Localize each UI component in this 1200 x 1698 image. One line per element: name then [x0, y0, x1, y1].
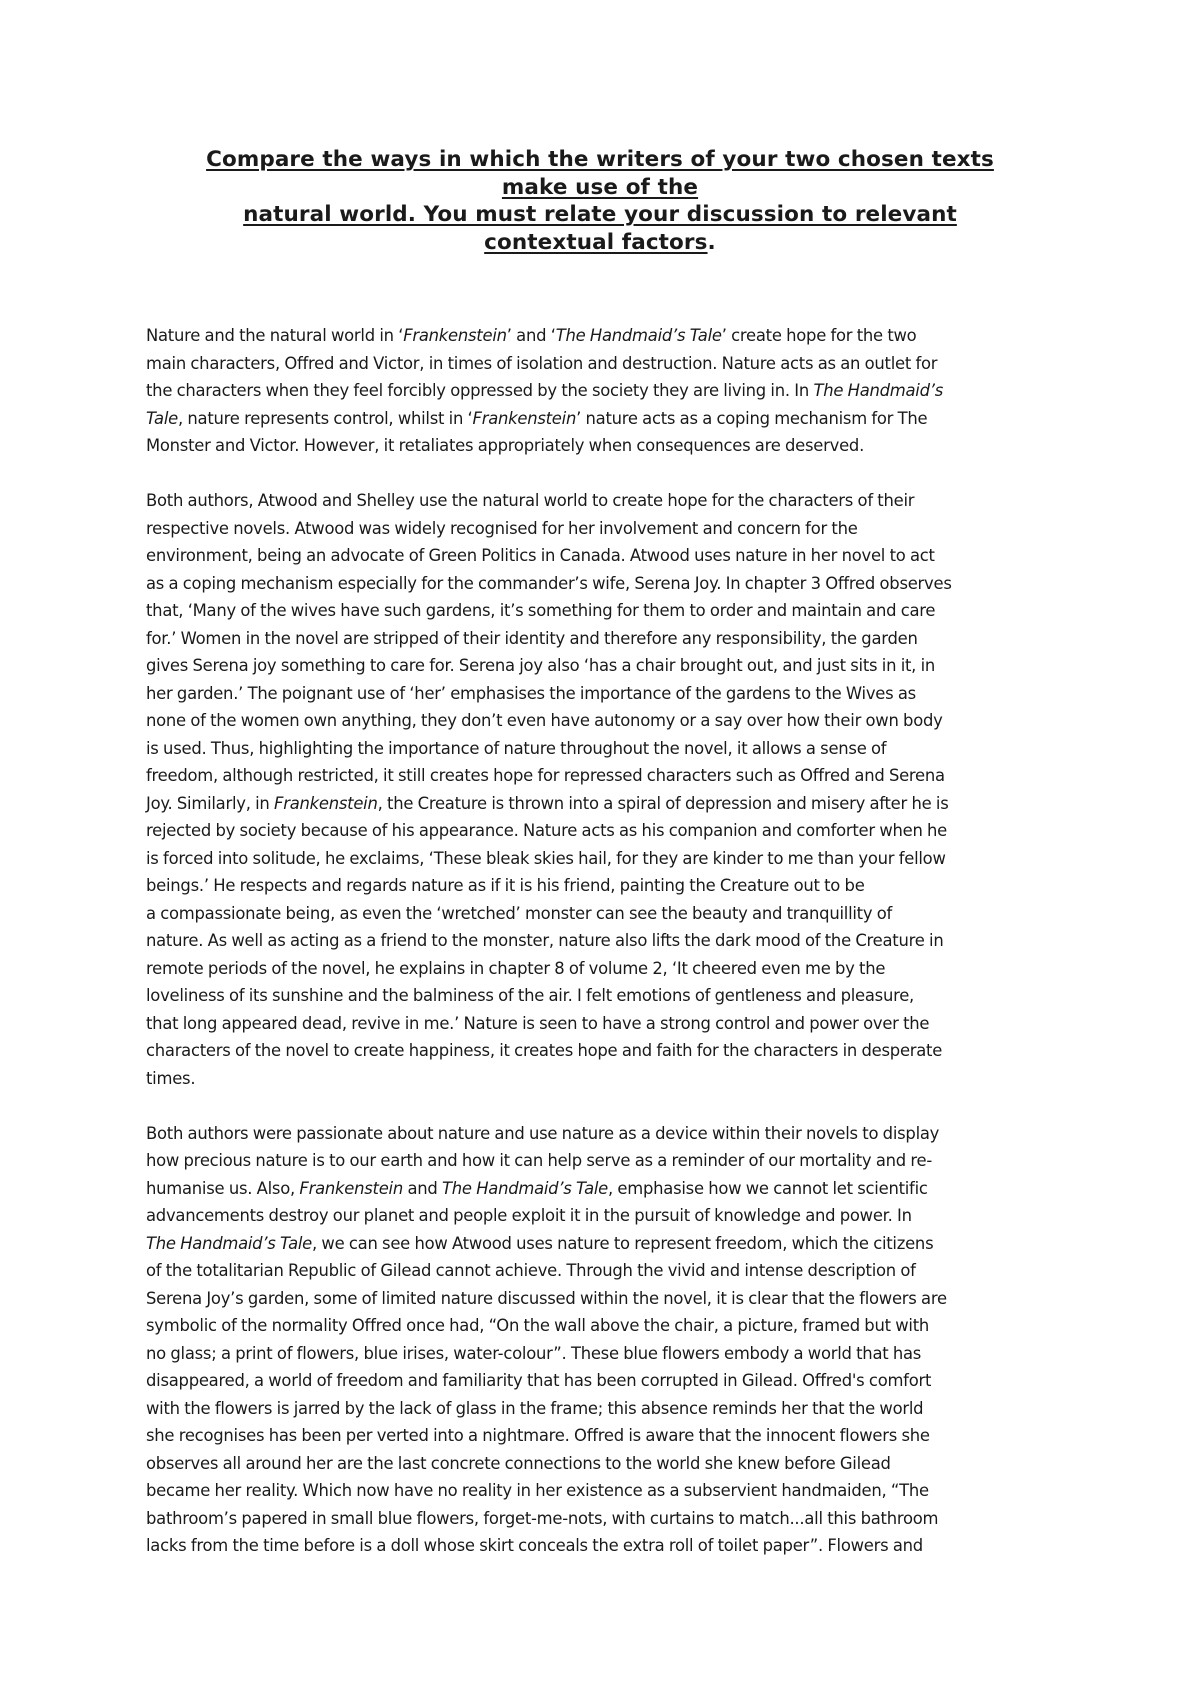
- text-line: [146, 1175, 1058, 1203]
- italic-title-text: Tale: [146, 408, 178, 428]
- italic-title-text: The Handmaid’s Tale: [555, 326, 722, 345]
- text-run: of the totalitarian Republic of Gilead cannot achieve. Through the vivid and intense description of: [146, 1261, 916, 1280]
- text-run: , emphasise how we cannot let scientific: [608, 1178, 928, 1198]
- text-line: [146, 982, 1058, 1010]
- text-run: that, ‘Many of the wives have such gardens, it’s something for them to order and maintain and care: [146, 601, 936, 620]
- text-run: disappeared, a world of freedom and familiarity that has been corrupted in Gilead. Offred's comfort: [146, 1371, 932, 1390]
- text-line: [146, 1285, 1058, 1313]
- text-run: as a coping mechanism especially for the commander’s wife, Serena Joy. In chapter 3 Offred observes: [146, 573, 952, 593]
- text-run: with the flowers is jarred by the lack of glass in the frame; this absence reminds her that the world: [146, 1398, 924, 1418]
- text-run: freedom, although restricted, it still creates hope for repressed characters such as Offred and Serena: [146, 766, 945, 785]
- text-line: [146, 1450, 1058, 1478]
- text-line: [146, 350, 1058, 378]
- paragraph: [146, 322, 1058, 460]
- text-run: none of the women own anything, they don’t even have autonomy or a say over how their own body: [146, 711, 943, 730]
- text-line: [146, 1230, 1058, 1258]
- text-line: [146, 597, 1058, 625]
- text-line: [146, 487, 1058, 515]
- text-line: [146, 1037, 1058, 1065]
- text-run: loveliness of its sunshine and the balminess of the air. I felt emotions of gentleness and pleasure,: [146, 986, 915, 1005]
- text-run: no glass; a print of flowers, blue irises, water-colour”. These blue flowers embody a world that has: [146, 1343, 922, 1363]
- text-line: [146, 1257, 1058, 1285]
- text-run: is forced into solitude, he exclaims, ‘These bleak skies hail, for they are kinder to me than your fellow: [146, 848, 946, 868]
- italic-title-text: The Handmaid’s Tale: [442, 1178, 609, 1198]
- text-line: [146, 1367, 1058, 1395]
- title-line-2: make use of the: [501, 174, 699, 200]
- text-line: [146, 845, 1058, 873]
- text-run: how precious nature is to our earth and how it can help serve as a reminder of our mortality and re-: [146, 1151, 932, 1170]
- text-line: [146, 762, 1058, 790]
- text-run: ’ create hope for the two: [721, 326, 917, 345]
- text-run: her garden.’ The poignant use of ‘her’ emphasises the importance of the gardens to the Wives as: [146, 683, 916, 703]
- text-line: [146, 542, 1058, 570]
- text-line: [146, 1505, 1058, 1533]
- text-line: [146, 927, 1058, 955]
- paragraph: [146, 487, 1058, 1092]
- text-run: ’ nature acts as a coping mechanism for The: [576, 408, 928, 428]
- text-line: [146, 790, 1058, 818]
- title-line-3: natural world. You must relate your discussion to relevant: [243, 202, 957, 227]
- essay-title: [140, 146, 1060, 256]
- text-line: [146, 377, 1058, 405]
- italic-title-text: Frankenstein: [403, 326, 507, 345]
- text-run: times.: [146, 1068, 196, 1088]
- text-run: advancements destroy our planet and people exploit it in the pursuit of knowledge and power. In: [146, 1206, 912, 1225]
- text-run: remote periods of the novel, he explains in chapter 8 of volume 2, ‘It cheered even me by the: [146, 958, 886, 978]
- text-line: [146, 817, 1058, 845]
- text-run: lacks from the time before is a doll whose skirt conceals the extra roll of toilet paper”. Flowers and: [146, 1536, 923, 1555]
- text-run: became her reality. Which now have no reality in her existence as a subservient handmaiden, “The: [146, 1481, 929, 1500]
- text-line: [146, 735, 1058, 763]
- italic-title-text: Frankenstein: [299, 1178, 403, 1198]
- text-run: the characters when they feel forcibly oppressed by the society they are living in. In: [146, 381, 814, 400]
- title-line-4-end: .: [707, 229, 716, 255]
- text-run: , nature represents control, whilst in ‘: [177, 408, 473, 428]
- text-line: [146, 1532, 1058, 1560]
- text-run: symbolic of the normality Offred once had, “On the wall above the chair, a picture, framed but with: [146, 1316, 930, 1335]
- text-run: , the Creature is thrown into a spiral of depression and misery after he is: [377, 793, 949, 813]
- text-run: Joy. Similarly, in: [146, 793, 275, 813]
- text-line: [146, 1010, 1058, 1038]
- text-run: observes all around her are the last concrete connections to the world she knew before Gilead: [146, 1453, 891, 1473]
- text-line: [146, 1340, 1058, 1368]
- text-line: [146, 1065, 1058, 1093]
- text-run: Monster and Victor. However, it retaliates appropriately when consequences are deserved.: [146, 436, 865, 455]
- text-line: [146, 1422, 1058, 1450]
- text-line: [146, 955, 1058, 983]
- title-line-4: [140, 229, 1060, 257]
- text-line: [146, 1147, 1058, 1175]
- italic-title-text: The Handmaid’s Tale: [146, 1233, 313, 1253]
- text-run: for.’ Women in the novel are stripped of their identity and therefore any responsibility, the garden: [146, 628, 918, 648]
- text-line: [146, 900, 1058, 928]
- text-run: environment, being an advocate of Green Politics in Canada. Atwood uses nature in her novel to act: [146, 546, 935, 565]
- italic-title-text: The Handmaid’s: [813, 381, 944, 400]
- text-run: and: [402, 1178, 442, 1198]
- text-run: is used. Thus, highlighting the importance of nature throughout the novel, it allows a sense of: [146, 738, 887, 758]
- text-run: that long appeared dead, revive in me.’ Nature is seen to have a strong control and power over the: [146, 1013, 930, 1033]
- text-run: nature. As well as acting as a friend to the monster, nature also lifts the dark mood of the Creature in: [146, 931, 944, 950]
- paragraph: [146, 1120, 1058, 1560]
- text-run: beings.’ He respects and regards nature as if it is his friend, painting the Creature out to be: [146, 876, 865, 895]
- text-line: [146, 570, 1058, 598]
- italic-title-text: Frankenstein: [472, 408, 577, 428]
- text-run: ’ and ‘: [506, 326, 556, 345]
- text-line: [146, 1202, 1058, 1230]
- text-run: main characters, Offred and Victor, in times of isolation and destruction. Nature acts as an outlet for: [146, 353, 938, 373]
- text-run: humanise us. Also,: [146, 1178, 300, 1198]
- text-run: , we can see how Atwood uses nature to represent freedom, which the citizens: [312, 1233, 934, 1253]
- text-run: a compassionate being, as even the ‘wretched’ monster can see the beauty and tranquillity of: [146, 903, 893, 923]
- text-line: [146, 432, 1058, 460]
- text-line: [146, 680, 1058, 708]
- text-run: Both authors, Atwood and Shelley use the natural world to create hope for the characters of their: [146, 491, 915, 510]
- italic-title-text: Frankenstein: [274, 793, 378, 813]
- text-run: gives Serena joy something to care for. Serena joy also ‘has a chair brought out, and just sits in it, in: [146, 656, 936, 675]
- text-run: characters of the novel to create happiness, it creates hope and faith for the characters in desperate: [146, 1041, 943, 1060]
- text-line: [146, 515, 1058, 543]
- text-run: Serena Joy’s garden, some of limited nature discussed within the novel, it is clear that the flowers are: [146, 1288, 947, 1308]
- text-run: Nature and the natural world in ‘: [146, 326, 404, 345]
- essay-body: [146, 322, 1058, 1587]
- text-line: [146, 625, 1058, 653]
- text-line: [146, 652, 1058, 680]
- text-line: [146, 1395, 1058, 1423]
- text-run: she recognises has been per verted into a nightmare. Offred is aware that the innocent flowers she: [146, 1426, 930, 1445]
- text-run: bathroom’s papered in small blue flowers, forget-me-nots, with curtains to match...all this bathroom: [146, 1508, 939, 1528]
- title-line-4-text: contextual factors: [484, 229, 708, 255]
- text-run: rejected by society because of his appearance. Nature acts as his companion and comforter when he: [146, 821, 948, 840]
- text-line: [146, 707, 1058, 735]
- text-line: [146, 1477, 1058, 1505]
- text-line: [146, 872, 1058, 900]
- text-run: respective novels. Atwood was widely recognised for her involvement and concern for the: [146, 518, 858, 538]
- text-line: [146, 1312, 1058, 1340]
- text-line: [146, 1120, 1058, 1148]
- text-line: [146, 405, 1058, 433]
- text-run: Both authors were passionate about nature and use nature as a device within their novels to display: [146, 1123, 940, 1143]
- title-line-1: Compare the ways in which the writers of your two chosen texts: [206, 147, 994, 172]
- text-line: [146, 322, 1058, 350]
